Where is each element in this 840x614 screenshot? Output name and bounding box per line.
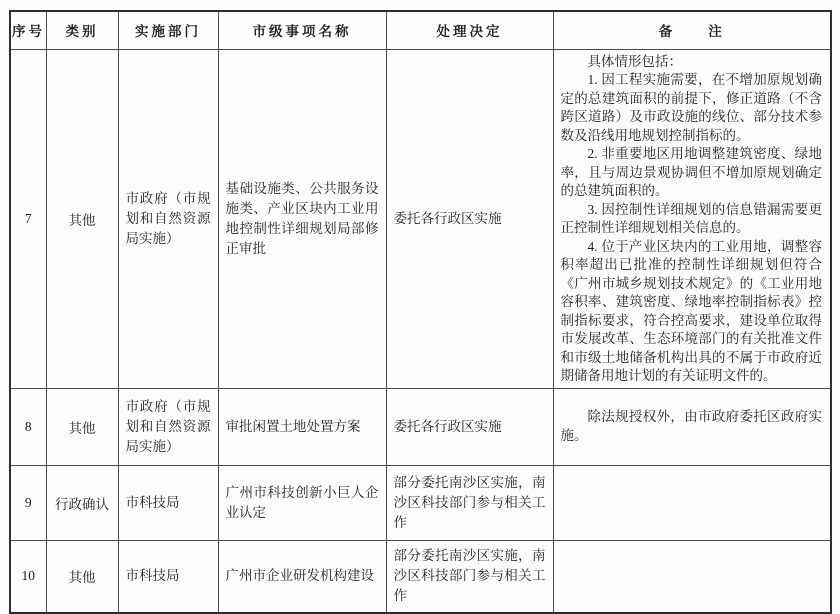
cell-no: 8 [10,388,46,465]
cell-category: 其他 [46,49,118,388]
remarks-paragraph: 2. 非重要地区用地调整建筑密度、绿地率，且与周边景观协调但不增加原规划确定的总建筑面积的。 [560,146,822,198]
remarks-paragraph: 3. 因控制性详细规划的信息错漏需要更正控制性详细规划相关信息的。 [560,201,822,235]
cell-decision: 委托各行政区实施 [386,388,553,465]
cell-category: 其他 [46,388,118,465]
col-header-item: 市级事项名称 [218,11,386,49]
cell-no: 10 [10,540,46,613]
cell-no: 7 [10,49,46,388]
col-header-department: 实施部门 [118,11,218,49]
cell-category: 其他 [46,540,118,613]
cell-remarks [553,540,831,613]
cell-department: 市科技局 [118,540,218,613]
remarks-paragraph: 4. 位于产业区块内的工业用地，调整容积率超出已批准的控制性详细规划但符合《广州市城乡规划技术规定》的《工业用地容积率、建筑密度、绿地率控制指标表》控制指标要求，符合控高要求，建设单位取得市发展改革、生态环境部门的有关批准文件和市级土地储备机构出具的不属于市政府近期储备用地计划的有关证明文件的。 [560,238,822,383]
cell-department: 市科技局 [118,465,218,540]
col-header-no: 序号 [10,11,46,49]
table-row-10 [10,540,831,613]
cell-item: 审批闲置土地处置方案 [218,388,386,465]
table-row-9 [10,465,831,540]
cell-department: 市政府（市规划和自然资源局实施） [118,388,218,465]
col-header-remarks: 备 注 [553,11,831,49]
remarks-paragraph: 具体情形包括： [587,53,682,69]
col-header-category: 类别 [46,11,118,49]
delegation-table [9,10,832,614]
table-row-8 [10,388,831,465]
cell-item: 广州市科技创新小巨人企业认定 [218,465,386,540]
table-row-7 [10,49,831,388]
cell-decision: 部分委托南沙区实施，南沙区科技部门参与相关工作 [386,540,553,613]
remarks-paragraph: 1. 因工程实施需要，在不增加原规划确定的总建筑面积的前提下，修正道路（不含跨区道路）及市政设施的线位、部分技术参数及沿线用地规划控制指标的。 [560,72,822,143]
cell-decision: 委托各行政区实施 [386,49,553,388]
cell-no: 9 [10,465,46,540]
cell-decision: 部分委托南沙区实施，南沙区科技部门参与相关工作 [386,465,553,540]
cell-item: 基础设施类、公共服务设施类、产业区块内工业用地控制性详细规划局部修正审批 [218,49,386,388]
col-header-decision: 处理决定 [386,11,553,49]
cell-item: 广州市企业研发机构建设 [218,540,386,613]
cell-remarks [553,49,831,388]
cell-department: 市政府（市规划和自然资源局实施） [118,49,218,388]
cell-category: 行政确认 [46,465,118,540]
cell-remarks [553,388,831,465]
remarks-paragraph: 除法规授权外，由市政府委托区政府实施。 [560,409,822,443]
header-row [10,11,831,49]
cell-remarks [553,465,831,540]
